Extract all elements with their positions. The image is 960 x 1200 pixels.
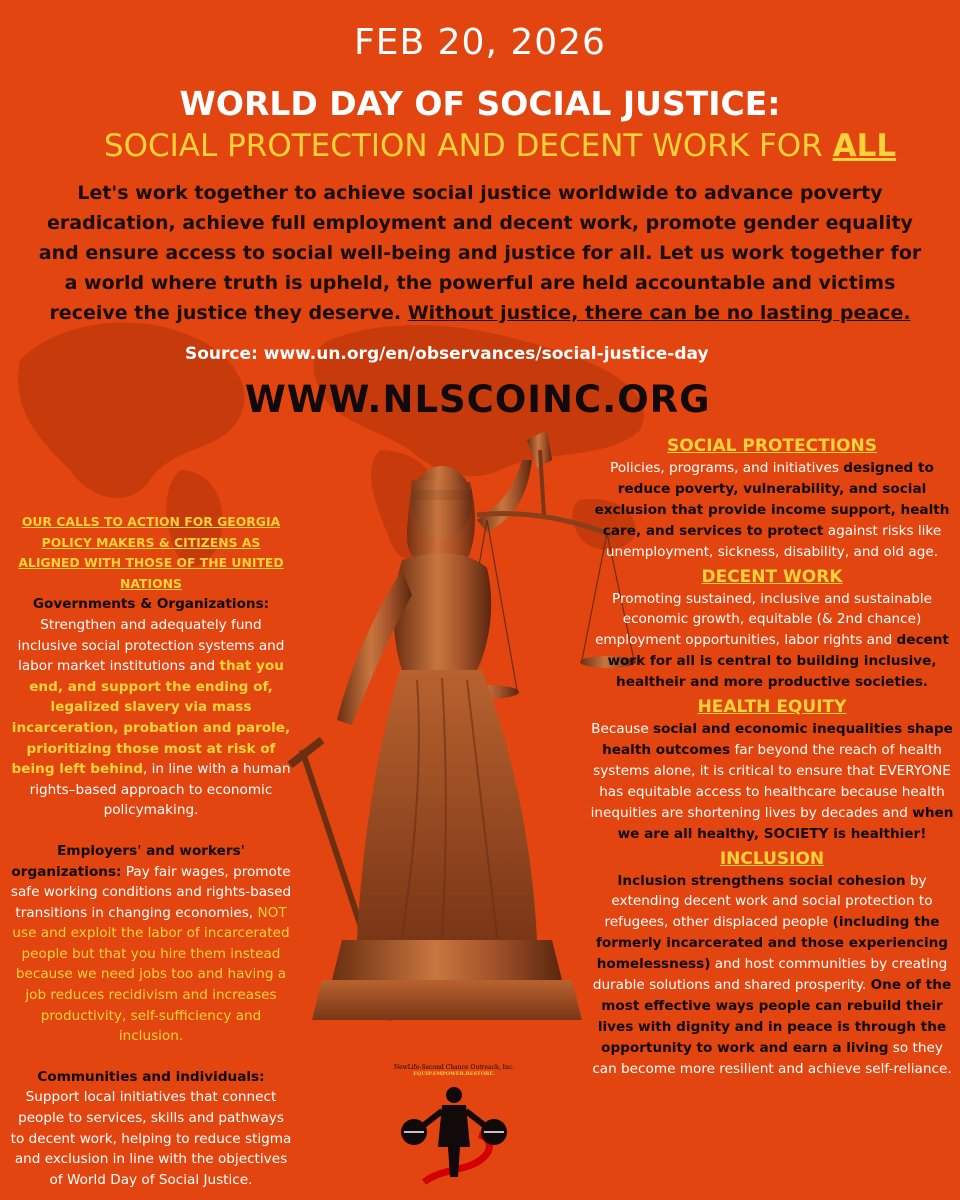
social-protections-heading: SOCIAL PROTECTIONS [667,436,877,456]
source-citation: Source: www.un.org/en/observances/social-justice-day [185,344,709,364]
emp-text-2: NOT use and exploit the labor of incarcerated people but that you hire them instead because we need jobs too and having a job reduces recidivism and increases productivity, self-sufficiency and inclusion. [12,904,290,1045]
gov-text-4: , in line with a human rights–based approach to economic policymaking. [29,761,291,819]
incl-text-3: (including the formerly incarcerated and those experiencing homelessness) [595,914,949,973]
gov-text-1: Strengthen and adequately fund inclusive social protection systems and labor market institutions and [17,616,285,675]
social-text-1: Policies, programs, and initiatives [610,460,844,476]
logo-tagline: EQUIP.EMPOWER.RESTORE. [413,1071,495,1077]
incl-text-4: and host communities by creating durable solutions and shared prosperity. [592,956,948,994]
intro-underlined: Without justice, there can be no lasting peace. [407,302,911,324]
inclusion-heading: INCLUSION [719,848,825,869]
decent-text-2: decent work for all is central to building inclusive, healtheir and more productive societies. [607,632,949,691]
health-text-3: far beyond the reach of health systems alone, it is critical to ensure that EVERYONE has equitable access to healthcare because health inequities are shortening lives by decades and [590,741,951,821]
comm-heading: Communities and individuals: [37,1068,265,1085]
social-text-3: against risks like unemployment, sickness, disability, and old age. [605,522,942,560]
incl-text-1: Inclusion strengthens social cohesion [617,872,906,889]
health-equity-text [590,719,954,844]
calls-heading: OUR CALLS TO ACTION FOR GEORGIA POLICY MAKERS & CITIZENS AS ALIGNED WITH THOSE OF THE UNITED NATIONS [18,514,284,591]
event-date: FEB 20, 2026 [354,22,606,63]
social-protections-text [590,458,954,563]
decent-text-1: Promoting sustained, inclusive and sustainable economic growth, equitable (& 2nd chance) employment opportunities, labor rights and [595,590,932,649]
gov-text-2: that you end, and support the ending of, legalized slavery via mass incarceration, probation and parole, [11,658,291,736]
intro-paragraph [30,178,930,328]
gov-heading: Governments & Organizations: [32,596,270,613]
pillars-column [590,434,954,1082]
emp-text-1: Pay fair wages, promote safe working conditions and rights-based transitions in changing economies, [10,863,292,921]
decent-work-text [590,589,954,694]
decent-work-heading: DECENT WORK [701,566,843,587]
gov-text-3: prioritizing those most at risk of being left behind [11,740,276,778]
health-equity-heading: HEALTH EQUITY [697,697,847,718]
emp-heading: Employers' and workers' organizations: [11,842,245,880]
social-text-2: designed to reduce poverty, vulnerability, and social exclusion that provide income support, health care, and services to protect [594,460,950,539]
chained-man-icon [394,1077,514,1187]
organization-logo [384,1064,524,1196]
inclusion-text [590,871,954,1080]
health-text-1: Because [591,721,654,738]
page-subtitle [0,128,960,164]
page-title: WORLD DAY OF SOCIAL JUSTICE: [179,84,781,123]
incl-text-2: by extending decent work and social protection to refugees, other displaced people [604,872,933,931]
incl-text-6: so they can become more resilient and achieve self-reliance. [592,1039,952,1077]
website-url: WWW.NLSCOINC.ORG [245,378,711,421]
logo-name: NewLife-Second Chance Outreach, Inc. [393,1064,515,1071]
incl-text-5: One of the most effective ways people can rebuild their lives with dignity and in peace is through the opportunity to work and earn a living [597,977,952,1056]
comm-text: Support local initiatives that connect people to services, skills and pathways to decent work, helping to reduce stigma and exclusion in line with the objectives of World Day of Social Justice. [10,1089,292,1188]
subtitle-emphasis: ALL [832,128,897,164]
intro-text: Let's work together to achieve social justice worldwide to advance poverty eradication, achieve full employment and decent work, promote gender equality and ensure access to social well-being and justice for all. Let us work together for a world where truth is upheld, the powerful are held accountable and victims receive the justice they deserve. [38,182,922,324]
calls-to-action-column [10,512,292,1200]
health-text-4: when we are all healthy, SOCIETY is healthier! [617,804,954,842]
subtitle-main: SOCIAL PROTECTION AND DECENT WORK FOR [103,128,833,164]
health-text-2: social and economic inequalities shape health outcomes [602,721,953,758]
lady-justice-statue-image [282,420,642,1060]
